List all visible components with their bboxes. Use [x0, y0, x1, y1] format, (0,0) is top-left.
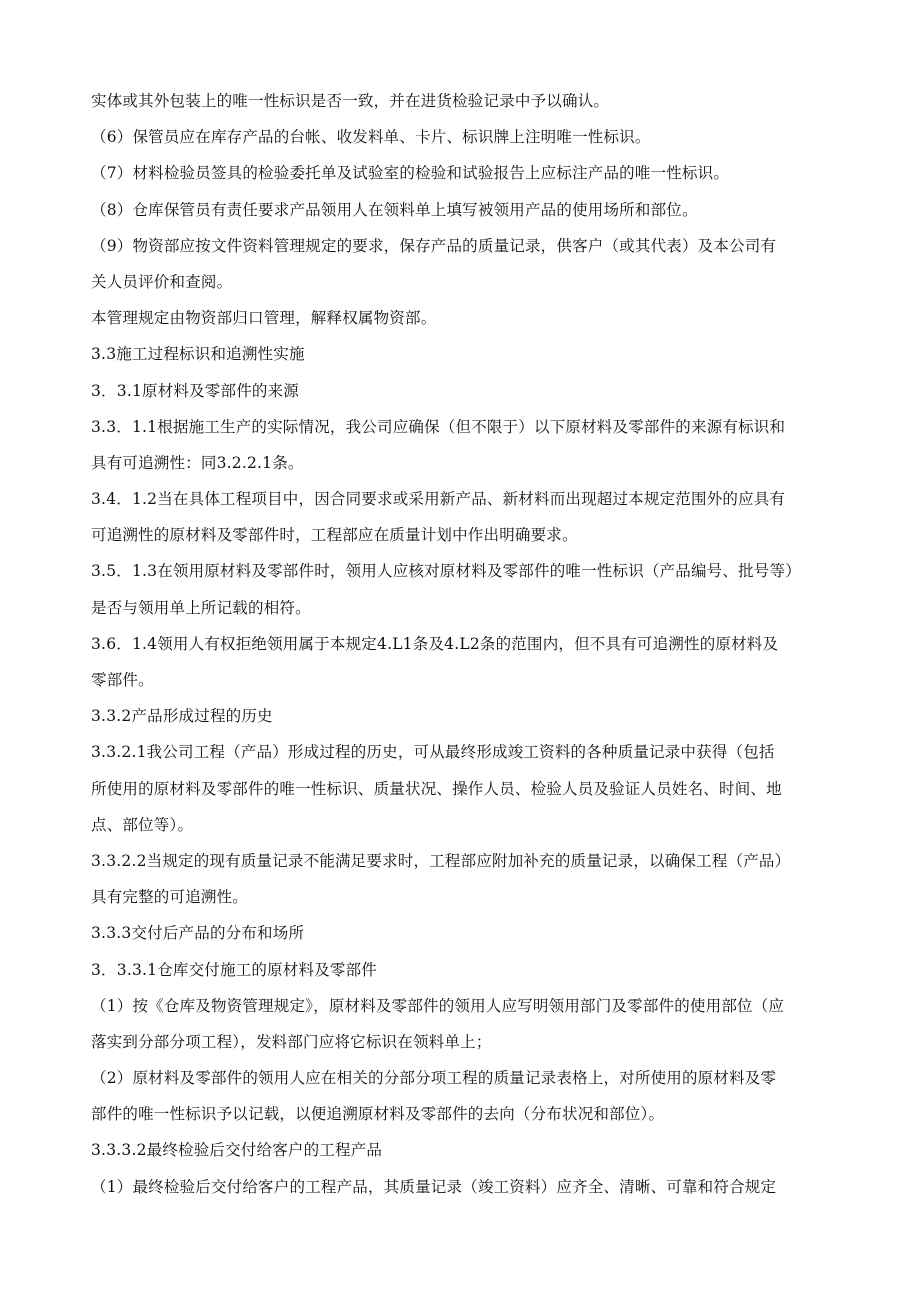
- subsection-heading: [91, 924, 836, 943]
- subsection-heading: [91, 1141, 836, 1160]
- text-line: 实体或其外包装上的唯一性标识是否一致，并在进货检验记录中予以确认。: [91, 92, 610, 110]
- text-line: 3.3.2.2当规定的现有质量记录不能满足要求时，工程部应附加补充的质量记录，以确保工程（产品）: [91, 851, 791, 870]
- paragraph: [91, 164, 836, 183]
- section-heading: [91, 345, 836, 364]
- text-line: （1）最终检验后交付给客户的工程产品，其质量记录（竣工资料）应齐全、清晰、可靠和符合规定: [91, 1177, 777, 1196]
- paragraph: [91, 128, 836, 147]
- text-line: 3.3．1.1根据施工生产的实际情况，我公司应确保（但不限于）以下原材料及零部件的来源有标识和: [91, 417, 786, 436]
- paragraph: [91, 309, 836, 328]
- heading-text: 3．3.1原材料及零部件的来源: [91, 381, 300, 400]
- text-line: （6）保管员应在库存产品的台帐、收发料单、卡片、标识牌上注明唯一性标识。: [91, 128, 651, 147]
- heading-text: 3．3.3.1仓库交付施工的原材料及零部件: [91, 960, 378, 979]
- text-line: 本管理规定由物资部归口管理，解释权属物资部。: [91, 309, 437, 328]
- text-line: 落实到分部分项工程），发料部门应将它标识在领料单上；: [91, 1032, 492, 1051]
- paragraph: [91, 237, 836, 292]
- text-line: （8）仓库保管员有责任要求产品领用人在领料单上填写被领用产品的使用场所和部位。: [91, 200, 698, 219]
- text-line: 部件的唯一性标识予以记载，以便追溯原材料及零部件的去向（分布状况和部位）。: [91, 1105, 665, 1124]
- paragraph: [91, 92, 836, 111]
- heading-text: 3.3.3.2最终检验后交付给客户的工程产品: [91, 1141, 383, 1160]
- text-line: 具有完整的可追溯性。: [91, 888, 249, 907]
- paragraph: [91, 418, 836, 473]
- paragraph: [91, 201, 836, 220]
- text-line: 3.6．1.4领用人有权拒绝领用属于本规定4.L1条及4.L2条的范围内，但不具有可追溯性的原材料及: [91, 634, 779, 653]
- paragraph: [91, 743, 836, 834]
- text-line: 可追溯性的原材料及零部件时，工程部应在质量计划中作出明确要求。: [91, 526, 578, 545]
- subsection-heading: [91, 707, 836, 726]
- text-line: 是否与领用单上所记载的相符。: [91, 598, 311, 617]
- text-line: 零部件。: [91, 671, 154, 689]
- paragraph: [91, 852, 836, 907]
- paragraph: [91, 562, 836, 617]
- text-line: （1）按《仓库及物资管理规定》，原材料及零部件的领用人应写明领用部门及零部件的使用部位（应: [91, 996, 785, 1015]
- heading-text: 3.3施工过程标识和追溯性实施: [91, 345, 305, 364]
- paragraph: [91, 1178, 836, 1197]
- paragraph: [91, 635, 836, 690]
- text-line: 3.4．1.2当在具体工程项目中，因合同要求或采用新产品、新材料而出现超过本规定范围外的应具有: [91, 490, 786, 509]
- text-line: （2）原材料及零部件的领用人应在相关的分部分项工程的质量记录表格上，对所使用的原材料及零: [91, 1069, 777, 1088]
- text-line: 3.3.2.1我公司工程（产品）形成过程的历史，可从最终形成竣工资料的各种质量记录中获得（包括: [91, 743, 775, 762]
- document-body: [91, 92, 836, 1214]
- heading-text: 3.3.3交付后产品的分布和场所: [91, 924, 305, 943]
- paragraph: [91, 997, 836, 1052]
- subsection-heading: [91, 961, 836, 980]
- text-line: 点、部位等）。: [91, 815, 194, 834]
- text-line: 所使用的原材料及零部件的唯一性标识、质量状况、操作人员、检验人员及验证人员姓名、时间、地: [91, 779, 782, 798]
- paragraph: [91, 490, 836, 545]
- text-line: 具有可追溯性：同3.2.2.1条。: [91, 453, 304, 472]
- text-line: 关人员评价和查阅。: [91, 272, 233, 291]
- paragraph: [91, 1069, 836, 1124]
- text-line: （7）材料检验员签具的检验委托单及试验室的检验和试验报告上应标注产品的唯一性标识。: [91, 164, 730, 183]
- subsection-heading: [91, 382, 836, 401]
- text-line: （9）物资部应按文件资料管理规定的要求，保存产品的质量记录，供客户（或其代表）及本公司有: [91, 236, 777, 255]
- text-line: 3.5．1.3在领用原材料及零部件时，领用人应核对原材料及零部件的唯一性标识（产品编号、批号等）: [91, 562, 801, 581]
- heading-text: 3.3.2产品形成过程的历史: [91, 707, 273, 726]
